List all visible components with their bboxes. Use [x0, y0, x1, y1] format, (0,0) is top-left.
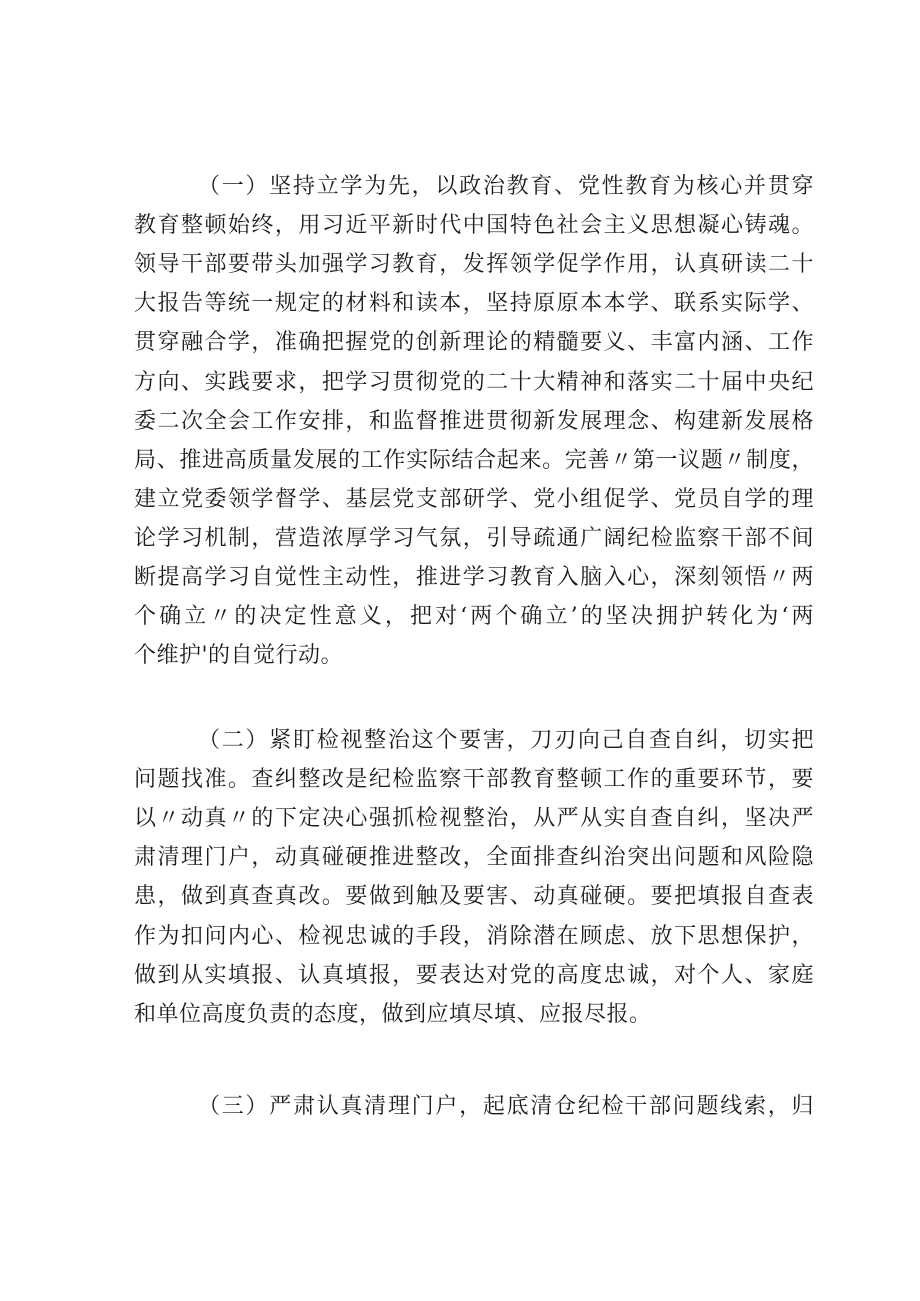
- paragraph-1-line: 大报告等统一规定的材料和读本，坚持原原本本学、联系实际学、: [134, 291, 814, 317]
- paragraph-2-line: 和单位高度负责的态度，做到应填尽填、应报尽报。: [134, 1001, 652, 1027]
- paragraph-1-line: 委二次全会工作安排，和监督推进贯彻新发展理念、构建新发展格: [134, 408, 814, 434]
- paragraph-1-line: 个维护'的自觉行动。: [134, 643, 344, 669]
- paragraph-2-line: 以〃动真〃的下定决心强抓检视整治，从严从实自查自纠，坚决严: [134, 806, 814, 832]
- paragraph-1-line: （一）坚持立学为先，以政治教育、党性教育为核心并贯穿: [198, 174, 814, 199]
- paragraph-2-line: 肃清理门户，动真碰硬推进整改，全面排查纠治突出问题和风险隐: [134, 845, 814, 871]
- paragraph-2-line: 作为扣问内心、检视忠诚的手段，消除潜在顾虑、放下思想保护，: [134, 923, 814, 949]
- paragraph-2-line: 问题找准。查纠整改是纪检监察干部教育整顿工作的重要环节，要: [134, 767, 814, 793]
- paragraph-1-line: 贯穿融合学，准确把握党的创新理论的精髓要义、丰富内涵、工作: [134, 330, 814, 356]
- paragraph-1-line: 领导干部要带头加强学习教育，发挥领学促学作用，认真研读二十: [134, 252, 814, 278]
- paragraph-2-line: （二）紧盯检视整治这个要害，刀刃向己自查自纠，切实把: [198, 728, 814, 753]
- paragraph-2-line: 做到从实填报、认真填报，要表达对党的高度忠诚，对个人、家庭: [134, 962, 814, 988]
- paragraph-1-line: 论学习机制，营造浓厚学习气氛，引导疏通广阔纪检监察干部不间: [134, 525, 814, 551]
- paragraph-1-line: 建立党委领学督学、基层党支部研学、党小组促学、党员自学的理: [134, 486, 814, 512]
- paragraph-3-line: （三）严肃认真清理门户，起底清仓纪检干部问题线索，归: [198, 1094, 814, 1119]
- paragraph-1-line: 局、推进高质量发展的工作实际结合起来。完善〃第一议题〃制度，: [134, 447, 814, 473]
- paragraph-2-line: 患，做到真查真改。要做到触及要害、动真碰硬。要把填报自查表: [134, 884, 814, 910]
- paragraph-1-line: 教育整顿始终，用习近平新时代中国特色社会主义思想凝心铸魂。: [134, 213, 814, 239]
- paragraph-1-line: 断提高学习自觉性主动性，推进学习教育入脑入心，深刻领悟〃两: [134, 565, 814, 590]
- paragraph-1-line: 方向、实践要求，把学习贯彻党的二十大精神和落实二十届中央纪: [134, 369, 814, 395]
- paragraph-1-line: 个确立〃的决定性意义，把对‘两个确立’的坚决拥护转化为‘两: [134, 604, 814, 630]
